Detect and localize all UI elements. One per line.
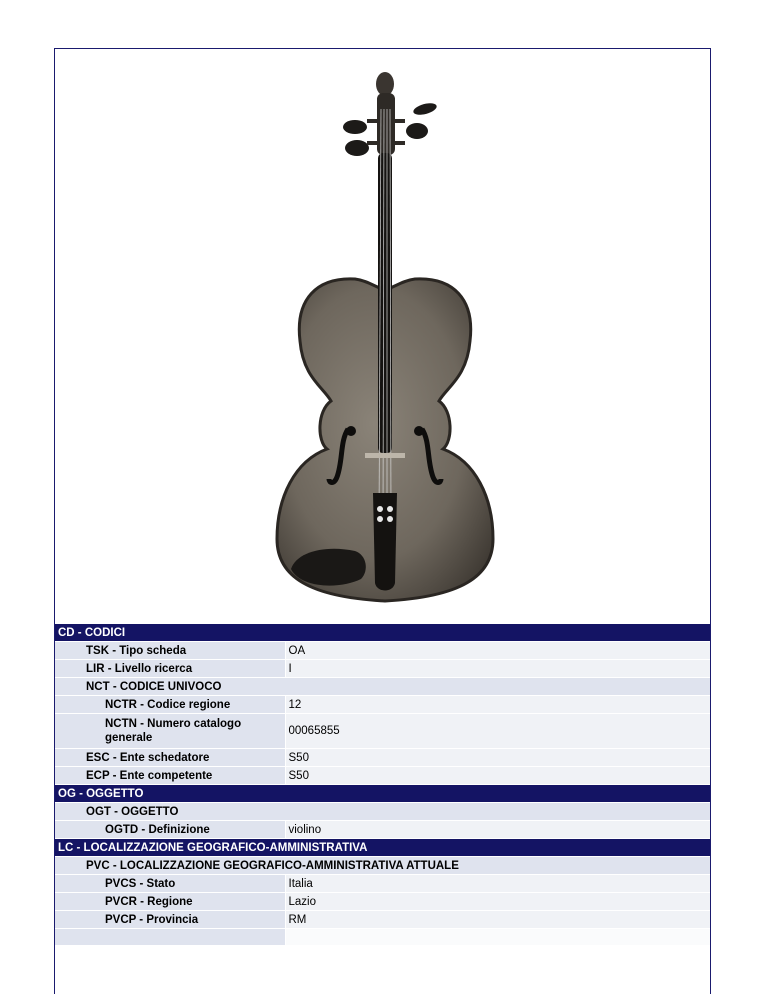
field-label: PVCR - Regione bbox=[55, 893, 285, 911]
field-value: OA bbox=[285, 642, 710, 660]
table-row bbox=[55, 875, 710, 893]
field-label: PVCP - Provincia bbox=[55, 911, 285, 929]
catalog-record-card bbox=[54, 48, 711, 994]
subsection-row bbox=[55, 678, 710, 696]
table-row bbox=[55, 929, 710, 946]
field-label: ECP - Ente competente bbox=[55, 767, 285, 785]
table-row bbox=[55, 642, 710, 660]
table-row bbox=[55, 893, 710, 911]
field-value: violino bbox=[285, 821, 710, 839]
field-value: 00065855 bbox=[285, 714, 710, 749]
field-value: 12 bbox=[285, 696, 710, 714]
field-label: LIR - Livello ricerca bbox=[55, 660, 285, 678]
field-value: Lazio bbox=[285, 893, 710, 911]
section-title: CD - CODICI bbox=[55, 624, 710, 642]
table-row bbox=[55, 749, 710, 767]
subsection-row bbox=[55, 857, 710, 875]
field-value: Italia bbox=[285, 875, 710, 893]
field-label: NCTR - Codice regione bbox=[55, 696, 285, 714]
field-value: I bbox=[285, 660, 710, 678]
field-value: S50 bbox=[285, 767, 710, 785]
section-title: LC - LOCALIZZAZIONE GEOGRAFICO-AMMINISTRATIVA bbox=[55, 839, 710, 857]
subsection-label: OGT - OGGETTO bbox=[55, 803, 710, 821]
section-title: OG - OGGETTO bbox=[55, 785, 710, 803]
table-row bbox=[55, 821, 710, 839]
field-value: S50 bbox=[285, 749, 710, 767]
field-label: ESC - Ente schedatore bbox=[55, 749, 285, 767]
section-cd-header bbox=[55, 624, 710, 642]
field-label: NCTN - Numero catalogo generale bbox=[55, 714, 285, 749]
table-row bbox=[55, 714, 710, 749]
table-row bbox=[55, 911, 710, 929]
field-value bbox=[285, 929, 710, 946]
section-lc-header bbox=[55, 839, 710, 857]
subsection-label: NCT - CODICE UNIVOCO bbox=[55, 678, 710, 696]
table-row bbox=[55, 767, 710, 785]
field-label: TSK - Tipo scheda bbox=[55, 642, 285, 660]
field-label: OGTD - Definizione bbox=[55, 821, 285, 839]
section-og-header bbox=[55, 785, 710, 803]
field-label: PVCS - Stato bbox=[55, 875, 285, 893]
subsection-row bbox=[55, 803, 710, 821]
violin-photo bbox=[55, 49, 710, 623]
violin-image bbox=[55, 49, 710, 623]
table-row bbox=[55, 660, 710, 678]
table-row bbox=[55, 696, 710, 714]
field-value: RM bbox=[285, 911, 710, 929]
field-label bbox=[55, 929, 285, 946]
catalog-record-table bbox=[55, 624, 710, 946]
subsection-label: PVC - LOCALIZZAZIONE GEOGRAFICO-AMMINISTRATIVA ATTUALE bbox=[55, 857, 710, 875]
violin-scroll bbox=[343, 72, 438, 156]
